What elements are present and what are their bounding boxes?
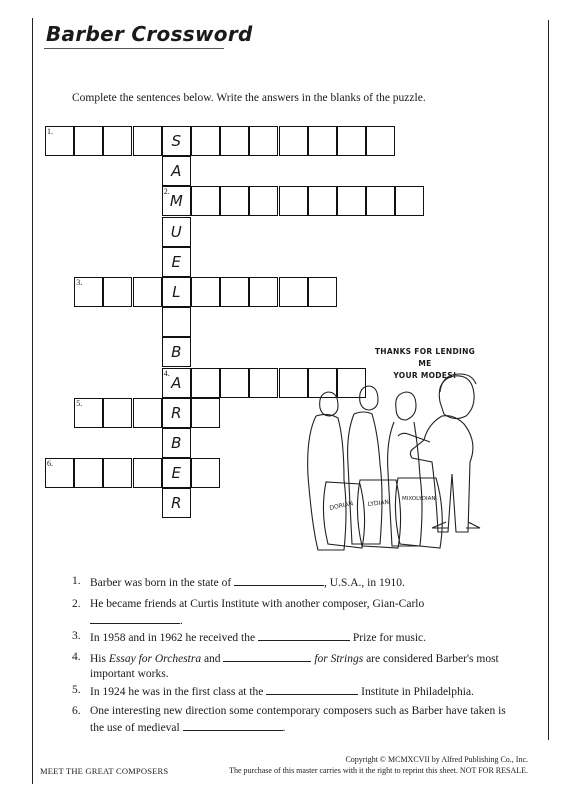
clue-number: 1. bbox=[47, 127, 53, 136]
sack-label-1: DORIAN bbox=[328, 500, 354, 512]
grid-letter: R bbox=[171, 494, 182, 513]
question-text: Institute in Philadelphia. bbox=[361, 686, 474, 698]
question-text: His bbox=[90, 653, 106, 665]
question-text: Barber was born in the state of bbox=[90, 577, 232, 589]
grid-cell[interactable] bbox=[191, 277, 220, 307]
grid-cell[interactable] bbox=[191, 368, 220, 398]
monk-3 bbox=[388, 392, 422, 546]
grid-cell[interactable] bbox=[133, 398, 162, 428]
monk-1 bbox=[308, 392, 346, 550]
question-1 bbox=[72, 574, 510, 591]
question-text: are considered Barber's most important works. bbox=[90, 653, 499, 680]
grid-cell[interactable] bbox=[74, 126, 103, 156]
cartoon-illustration bbox=[290, 372, 520, 562]
question-number: 6. bbox=[72, 705, 81, 717]
speech-line-2: YOUR MODES! bbox=[393, 371, 457, 380]
grid-cell[interactable] bbox=[103, 398, 132, 428]
grid-cell[interactable] bbox=[249, 368, 278, 398]
grid-cell[interactable] bbox=[133, 126, 162, 156]
grid-cell[interactable] bbox=[308, 277, 337, 307]
grid-letter: M bbox=[169, 192, 183, 211]
grid-cell[interactable] bbox=[249, 186, 278, 216]
grid-cell[interactable] bbox=[191, 398, 220, 428]
grid-cell[interactable] bbox=[220, 126, 249, 156]
grid-cell[interactable] bbox=[191, 186, 220, 216]
grid-cell[interactable] bbox=[279, 277, 308, 307]
footer-series: MEET THE GREAT COMPOSERS bbox=[40, 766, 169, 776]
grid-letter: S bbox=[171, 132, 182, 150]
question-number: 3. bbox=[72, 630, 81, 642]
clue-number: 4. bbox=[163, 368, 170, 378]
question-number: 4. bbox=[72, 651, 81, 663]
question-text: , U.S.A., in 1910. bbox=[324, 577, 405, 589]
grid-letter: E bbox=[171, 464, 182, 483]
grid-letter: B bbox=[171, 434, 182, 452]
question-2 bbox=[72, 597, 510, 629]
question-text: . bbox=[282, 722, 286, 734]
footer-copyright: Copyright © MCMXCVII by Alfred Publishing Co., Inc. bbox=[345, 755, 528, 764]
grid-letter: A bbox=[171, 162, 182, 181]
grid-cell[interactable] bbox=[191, 458, 220, 488]
grid-cell[interactable] bbox=[133, 277, 162, 307]
grid-cell[interactable] bbox=[220, 186, 249, 216]
page-title: Barber Crossword bbox=[46, 22, 253, 46]
answer-blank[interactable] bbox=[223, 650, 311, 662]
footer-copyright-block bbox=[229, 754, 528, 776]
question-italic-title: for Strings bbox=[314, 653, 364, 665]
question-number: 1. bbox=[72, 575, 81, 587]
grid-cell[interactable] bbox=[249, 277, 278, 307]
grid-cell[interactable] bbox=[279, 126, 308, 156]
grid-letter: R bbox=[171, 403, 182, 422]
man-head bbox=[439, 376, 474, 419]
grid-cell[interactable] bbox=[191, 126, 220, 156]
question-6 bbox=[72, 704, 510, 736]
question-3 bbox=[72, 629, 510, 646]
question-text: Prize for music. bbox=[352, 632, 426, 644]
grid-cell[interactable] bbox=[249, 126, 278, 156]
grid-cell[interactable] bbox=[103, 126, 132, 156]
question-text: One interesting new direction some contemporary composers such as Barber have taken is the use of medieval bbox=[90, 705, 506, 734]
grid-letter: B bbox=[171, 343, 182, 362]
clue-number: 6. bbox=[47, 459, 53, 469]
grid-cell[interactable] bbox=[103, 458, 132, 488]
question-text: He became friends at Curtis Institute with another composer, Gian-Carlo bbox=[90, 598, 425, 610]
answer-blank[interactable] bbox=[183, 719, 283, 731]
grid-cell[interactable] bbox=[308, 126, 337, 156]
answer-blank[interactable] bbox=[266, 683, 358, 695]
grid-letter: U bbox=[170, 222, 182, 241]
instructions: Complete the sentences below. Write the answers in the blanks of the puzzle. bbox=[72, 92, 426, 104]
question-4 bbox=[72, 650, 510, 682]
sack-label-2: LYDIAN bbox=[367, 498, 390, 508]
footer-reprint: The purchase of this master carries with it the right to reprint this sheet. NOT FOR RESALE. bbox=[229, 766, 528, 775]
answer-blank[interactable] bbox=[90, 612, 180, 624]
question-number: 2. bbox=[72, 598, 81, 610]
grid-cell[interactable] bbox=[220, 277, 249, 307]
grid-cell[interactable] bbox=[133, 458, 162, 488]
grid-letter: L bbox=[172, 283, 181, 301]
grid-cell[interactable] bbox=[337, 126, 366, 156]
clue-number: 5. bbox=[76, 398, 83, 408]
grid-cell[interactable] bbox=[308, 186, 337, 216]
question-italic-title: Essay for Orchestra bbox=[108, 653, 202, 665]
grid-cell[interactable] bbox=[366, 126, 395, 156]
grid-cell[interactable] bbox=[366, 186, 395, 216]
question-text: In 1924 he was in the first class at the bbox=[90, 686, 264, 698]
question-5 bbox=[72, 683, 510, 700]
grid-letter: A bbox=[171, 373, 182, 392]
question-number: 5. bbox=[72, 684, 81, 696]
answer-blank[interactable] bbox=[234, 574, 324, 586]
sack-label-3: MIXOLYDIAN bbox=[402, 496, 436, 502]
grid-letter bbox=[162, 307, 191, 337]
clue-number: 2. bbox=[163, 187, 170, 197]
question-text: In 1958 and in 1962 he received the bbox=[90, 632, 256, 644]
grid-cell[interactable] bbox=[220, 368, 249, 398]
grid-cell[interactable] bbox=[337, 186, 366, 216]
question-text: and bbox=[203, 653, 221, 665]
grid-cell[interactable] bbox=[74, 458, 103, 488]
grid-letter: E bbox=[171, 252, 182, 271]
answer-blank[interactable] bbox=[258, 629, 350, 641]
clue-number: 3. bbox=[76, 278, 83, 287]
speech-line-1: THANKS FOR LENDING ME bbox=[374, 347, 476, 368]
question-text: . bbox=[180, 615, 183, 627]
grid-cell[interactable] bbox=[395, 186, 424, 216]
grid-cell[interactable] bbox=[103, 277, 132, 307]
grid-cell[interactable] bbox=[279, 186, 308, 216]
